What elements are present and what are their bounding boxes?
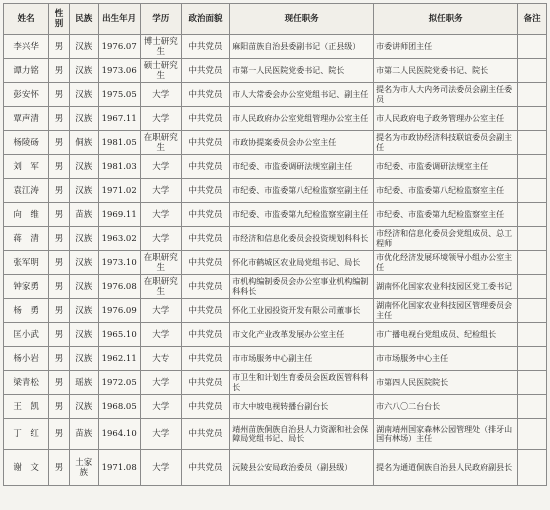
cell-name: 李兴华 — [4, 35, 49, 59]
table-row — [4, 347, 547, 371]
cell-name: 杨小岩 — [4, 347, 49, 371]
cell-name: 钟家勇 — [4, 275, 49, 299]
cell-birth: 1975.05 — [98, 83, 140, 107]
personnel-table — [3, 3, 547, 486]
cell-current-position: 市大中坡电视转播台副台长 — [230, 395, 374, 419]
table-row — [4, 323, 547, 347]
cell-education: 大学 — [140, 450, 181, 486]
cell-ethnicity: 汉族 — [69, 59, 98, 83]
cell-name: 向 维 — [4, 203, 49, 227]
cell-current-position: 市人民政府办公室党组管理办公室主任 — [230, 107, 374, 131]
table-row — [4, 131, 547, 155]
table-row — [4, 419, 547, 450]
cell-sex: 男 — [49, 227, 70, 251]
cell-name: 谢 文 — [4, 450, 49, 486]
cell-birth: 1967.11 — [98, 107, 140, 131]
cell-political: 中共党员 — [181, 179, 229, 203]
header-education: 学历 — [140, 4, 181, 35]
cell-current-position: 市卫生和计划生育委员会医政医管科科长 — [230, 371, 374, 395]
cell-sex: 男 — [49, 419, 70, 450]
cell-proposed-position: 提名为市政协经济科技联谊委员会副主任 — [374, 131, 518, 155]
cell-current-position: 市纪委、市监委第八纪检监察室副主任 — [230, 179, 374, 203]
cell-remark — [518, 131, 547, 155]
cell-proposed-position: 湖南怀化国家农业科技园区党工委书记 — [374, 275, 518, 299]
table-row — [4, 203, 547, 227]
cell-remark — [518, 419, 547, 450]
cell-current-position: 靖州苗族侗族自治县人力资源和社会保障局党组书记、局长 — [230, 419, 374, 450]
table-row — [4, 227, 547, 251]
cell-sex: 男 — [49, 371, 70, 395]
cell-proposed-position: 市广播电视台党组成员、纪检组长 — [374, 323, 518, 347]
cell-proposed-position: 提名为通道侗族自治县人民政府副县长 — [374, 450, 518, 486]
cell-ethnicity: 侗族 — [69, 131, 98, 155]
cell-education: 博士研究生 — [140, 35, 181, 59]
cell-political: 中共党员 — [181, 35, 229, 59]
table-row — [4, 155, 547, 179]
cell-proposed-position: 市优化经济发展环境领导小组办公室主任 — [374, 251, 518, 275]
cell-political: 中共党员 — [181, 450, 229, 486]
cell-birth: 1976.09 — [98, 299, 140, 323]
cell-remark — [518, 371, 547, 395]
cell-birth: 1976.08 — [98, 275, 140, 299]
cell-name: 彭安怀 — [4, 83, 49, 107]
cell-proposed-position: 市纪委、市监委第八纪检监察室主任 — [374, 179, 518, 203]
cell-current-position: 怀化市鹤城区农业局党组书记、局长 — [230, 251, 374, 275]
header-remark: 备注 — [518, 4, 547, 35]
cell-name: 丁 红 — [4, 419, 49, 450]
cell-sex: 男 — [49, 107, 70, 131]
cell-education: 大学 — [140, 371, 181, 395]
cell-current-position: 市纪委、市监委调研法规室副主任 — [230, 155, 374, 179]
cell-proposed-position: 市纪委、市监委调研法规室主任 — [374, 155, 518, 179]
cell-name: 张军明 — [4, 251, 49, 275]
cell-education: 大学 — [140, 179, 181, 203]
cell-sex: 男 — [49, 83, 70, 107]
cell-education: 大专 — [140, 347, 181, 371]
cell-political: 中共党员 — [181, 323, 229, 347]
cell-education: 大学 — [140, 107, 181, 131]
cell-ethnicity: 苗族 — [69, 419, 98, 450]
cell-name: 谭力铭 — [4, 59, 49, 83]
cell-ethnicity: 汉族 — [69, 227, 98, 251]
cell-political: 中共党员 — [181, 395, 229, 419]
cell-political: 中共党员 — [181, 371, 229, 395]
cell-remark — [518, 155, 547, 179]
table-row — [4, 251, 547, 275]
cell-name: 刘 军 — [4, 155, 49, 179]
header-current-position: 现任职务 — [230, 4, 374, 35]
cell-current-position: 市纪委、市监委第九纪检监察室副主任 — [230, 203, 374, 227]
cell-sex: 男 — [49, 251, 70, 275]
cell-ethnicity: 汉族 — [69, 395, 98, 419]
cell-proposed-position: 市纪委、市监委第九纪检监察室主任 — [374, 203, 518, 227]
cell-proposed-position: 市第四人民医院院长 — [374, 371, 518, 395]
cell-current-position: 市第一人民医院党委书记、院长 — [230, 59, 374, 83]
cell-ethnicity: 汉族 — [69, 347, 98, 371]
cell-birth: 1973.06 — [98, 59, 140, 83]
cell-birth: 1964.10 — [98, 419, 140, 450]
cell-education: 大学 — [140, 155, 181, 179]
cell-political: 中共党员 — [181, 131, 229, 155]
cell-remark — [518, 450, 547, 486]
table-row — [4, 179, 547, 203]
cell-proposed-position: 市第二人民医院党委书记、院长 — [374, 59, 518, 83]
cell-political: 中共党员 — [181, 203, 229, 227]
cell-sex: 男 — [49, 203, 70, 227]
cell-current-position: 市市场服务中心副主任 — [230, 347, 374, 371]
cell-sex: 男 — [49, 179, 70, 203]
table-row — [4, 371, 547, 395]
header-proposed-position: 拟任职务 — [374, 4, 518, 35]
cell-ethnicity: 汉族 — [69, 251, 98, 275]
cell-education: 硕士研究生 — [140, 59, 181, 83]
cell-sex: 男 — [49, 59, 70, 83]
cell-remark — [518, 59, 547, 83]
cell-remark — [518, 83, 547, 107]
cell-ethnicity: 汉族 — [69, 299, 98, 323]
cell-sex: 男 — [49, 155, 70, 179]
cell-birth: 1965.10 — [98, 323, 140, 347]
cell-ethnicity: 汉族 — [69, 155, 98, 179]
cell-name: 杨陵砀 — [4, 131, 49, 155]
cell-remark — [518, 203, 547, 227]
cell-education: 在职研究生 — [140, 251, 181, 275]
cell-education: 在职研究生 — [140, 131, 181, 155]
cell-birth: 1973.10 — [98, 251, 140, 275]
table-row — [4, 59, 547, 83]
cell-remark — [518, 251, 547, 275]
cell-remark — [518, 35, 547, 59]
cell-sex: 男 — [49, 323, 70, 347]
table-row — [4, 83, 547, 107]
table-row — [4, 275, 547, 299]
cell-political: 中共党员 — [181, 275, 229, 299]
cell-sex: 男 — [49, 299, 70, 323]
cell-ethnicity: 瑶族 — [69, 371, 98, 395]
header-name: 姓名 — [4, 4, 49, 35]
header-ethnicity: 民族 — [69, 4, 98, 35]
cell-proposed-position: 市经济和信息化委员会党组成员、总工程师 — [374, 227, 518, 251]
cell-ethnicity: 汉族 — [69, 35, 98, 59]
cell-education: 大学 — [140, 227, 181, 251]
cell-proposed-position: 市六八〇二台台长 — [374, 395, 518, 419]
cell-remark — [518, 107, 547, 131]
cell-sex: 男 — [49, 131, 70, 155]
cell-name: 匡小武 — [4, 323, 49, 347]
cell-education: 大学 — [140, 395, 181, 419]
cell-ethnicity: 苗族 — [69, 203, 98, 227]
cell-birth: 1962.11 — [98, 347, 140, 371]
cell-sex: 男 — [49, 35, 70, 59]
cell-sex: 男 — [49, 450, 70, 486]
cell-political: 中共党员 — [181, 83, 229, 107]
cell-education: 大学 — [140, 419, 181, 450]
header-birth: 出生年月 — [98, 4, 140, 35]
cell-current-position: 麻阳苗族自治县委副书记（正县级） — [230, 35, 374, 59]
cell-current-position: 市人大常委会办公室党组书记、副主任 — [230, 83, 374, 107]
cell-remark — [518, 323, 547, 347]
cell-birth: 1968.05 — [98, 395, 140, 419]
cell-birth: 1981.03 — [98, 155, 140, 179]
table-row — [4, 35, 547, 59]
cell-name: 梁青松 — [4, 371, 49, 395]
cell-education: 大学 — [140, 203, 181, 227]
cell-current-position: 市机构编制委员会办公室事业机构编制科科长 — [230, 275, 374, 299]
cell-birth: 1976.07 — [98, 35, 140, 59]
cell-name: 袁江涛 — [4, 179, 49, 203]
cell-ethnicity: 汉族 — [69, 83, 98, 107]
cell-remark — [518, 275, 547, 299]
cell-political: 中共党员 — [181, 227, 229, 251]
cell-current-position: 市政协提案委员会办公室主任 — [230, 131, 374, 155]
cell-proposed-position: 市人民政府电子政务管理办公室主任 — [374, 107, 518, 131]
cell-remark — [518, 395, 547, 419]
cell-education: 大学 — [140, 299, 181, 323]
table-row — [4, 107, 547, 131]
cell-proposed-position: 湖南怀化国家农业科技园区管理委员会主任 — [374, 299, 518, 323]
cell-birth: 1981.05 — [98, 131, 140, 155]
cell-current-position: 怀化工业园投资开发有限公司董事长 — [230, 299, 374, 323]
cell-current-position: 市文化产业改革发展办公室主任 — [230, 323, 374, 347]
cell-current-position: 沅陵县公安局政治委员（副县级） — [230, 450, 374, 486]
cell-ethnicity: 汉族 — [69, 323, 98, 347]
cell-proposed-position: 市市场服务中心主任 — [374, 347, 518, 371]
table-body — [4, 35, 547, 486]
cell-education: 在职研究生 — [140, 275, 181, 299]
cell-ethnicity: 汉族 — [69, 179, 98, 203]
cell-proposed-position: 湖南靖州国家森林公园管理处（排牙山国有林场）主任 — [374, 419, 518, 450]
cell-political: 中共党员 — [181, 419, 229, 450]
header-sex: 性别 — [49, 4, 70, 35]
cell-political: 中共党员 — [181, 347, 229, 371]
table-row — [4, 450, 547, 486]
header-political: 政治面貌 — [181, 4, 229, 35]
cell-remark — [518, 299, 547, 323]
cell-education: 大学 — [140, 83, 181, 107]
cell-political: 中共党员 — [181, 107, 229, 131]
cell-ethnicity: 汉族 — [69, 107, 98, 131]
cell-name: 杨 勇 — [4, 299, 49, 323]
cell-birth: 1969.11 — [98, 203, 140, 227]
cell-education: 大学 — [140, 323, 181, 347]
cell-name: 覃声清 — [4, 107, 49, 131]
cell-name: 蒋 清 — [4, 227, 49, 251]
cell-sex: 男 — [49, 347, 70, 371]
cell-proposed-position: 提名为市人大内务司法委员会副主任委员 — [374, 83, 518, 107]
header-row — [4, 4, 547, 35]
cell-sex: 男 — [49, 395, 70, 419]
cell-name: 王 凯 — [4, 395, 49, 419]
cell-birth: 1963.02 — [98, 227, 140, 251]
cell-ethnicity: 汉族 — [69, 275, 98, 299]
cell-birth: 1972.05 — [98, 371, 140, 395]
table-row — [4, 395, 547, 419]
cell-sex: 男 — [49, 275, 70, 299]
cell-remark — [518, 347, 547, 371]
cell-proposed-position: 市委讲师团主任 — [374, 35, 518, 59]
cell-remark — [518, 227, 547, 251]
cell-political: 中共党员 — [181, 155, 229, 179]
cell-current-position: 市经济和信息化委员会投资规划科科长 — [230, 227, 374, 251]
cell-political: 中共党员 — [181, 59, 229, 83]
cell-political: 中共党员 — [181, 299, 229, 323]
cell-birth: 1971.02 — [98, 179, 140, 203]
cell-political: 中共党员 — [181, 251, 229, 275]
table-row — [4, 299, 547, 323]
cell-ethnicity: 土家族 — [69, 450, 98, 486]
cell-birth: 1971.08 — [98, 450, 140, 486]
cell-remark — [518, 179, 547, 203]
